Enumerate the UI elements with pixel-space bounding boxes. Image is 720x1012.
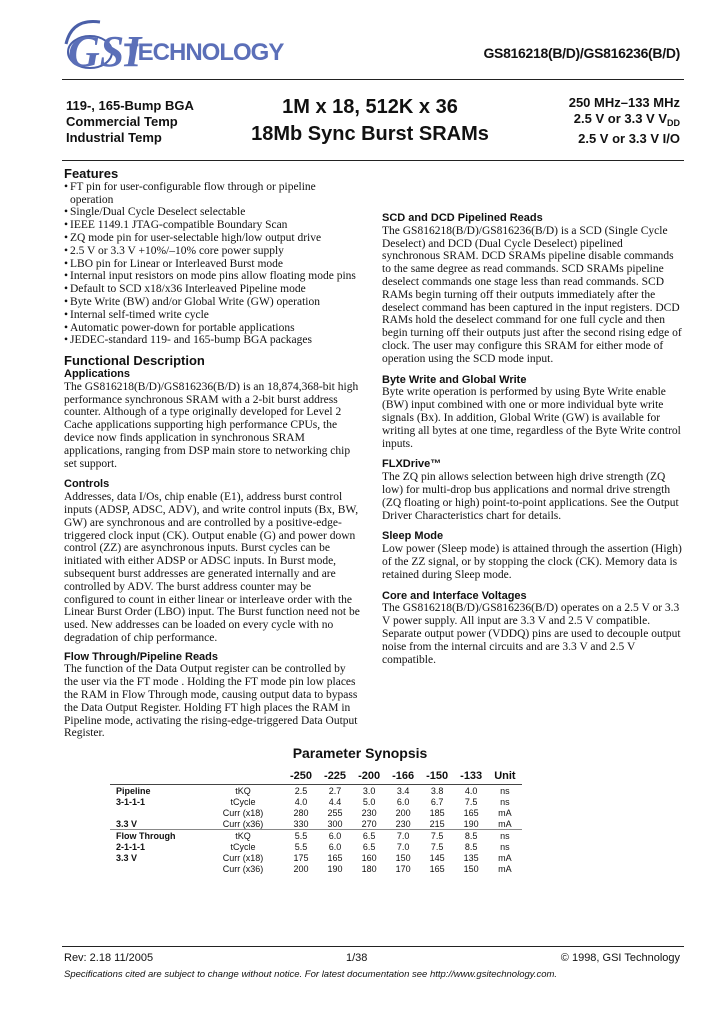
list-item: • Single/Dual Cycle Deselect selectable [64, 206, 362, 219]
applications-text: The GS816218(B/D)/GS816236(B/D) is an 18,874,368-bit high performance synchronous SRAM with a 2-bit burst address counter. Although of a type originally developed for Level 2 Cache applications supporting high performance CPUs, the device now finds application in synchronous SRAM applications, ranging from DSP main store to networking chip set support. [64, 380, 359, 470]
table-cell: ns [500, 785, 510, 796]
table-row [110, 807, 522, 818]
table-cell: 145 [429, 852, 445, 863]
list-item: • IEEE 1149.1 JTAG-compatible Boundary Scan [64, 219, 362, 232]
byte-write-text: Byte write operation is performed by using Byte Write enable (BW) input combined with one or more individual byte write signals (Bx). In addition, Global Write (GW) is available for writing all bytes at one time, regardless of the Byte Write control inputs. [382, 386, 681, 450]
svg-text:TECHNOLOGY: TECHNOLOGY [124, 39, 284, 66]
synopsis-table [110, 768, 522, 874]
footer-rule [62, 946, 684, 947]
gsi-logo [62, 14, 284, 76]
table-cell: 200 [395, 807, 411, 818]
row-group: Pipeline [116, 785, 151, 796]
table-cell: 7.5 [464, 796, 478, 807]
list-item: • 2.5 V or 3.3 V +10%/–10% core power supply [64, 245, 362, 258]
table-cell: ns [488, 830, 521, 842]
table-cell: 170 [395, 863, 411, 874]
functional-heading: Functional Description [64, 353, 205, 369]
package-info [66, 98, 194, 146]
byte-write-heading: Byte Write and Global Write [382, 373, 527, 386]
flxdrive-text: The ZQ pin allows selection between high drive strength (ZQ low) for multi-drop bus applications and normal drive strength (ZQ floating or high) point-to-point applications. See the Output Driver Characteristics chart for details. [382, 471, 679, 522]
table-row [110, 830, 522, 842]
frequency-range: 250 MHz–133 MHz [568, 95, 680, 110]
table-cell: 6.0 [396, 796, 410, 807]
table-cell: 230 [395, 818, 411, 829]
package-line: 119-, 165-Bump BGA [66, 98, 194, 113]
table-row [110, 796, 522, 807]
table-cell: 165 [327, 852, 343, 863]
list-item: • LBO pin for Linear or Interleaved Burst mode [64, 258, 362, 271]
flow-text: The function of the Data Output register can be controlled by the user via the FT mode . Holding the FT mode pin low places the RAM in Flow Through mode, causing output data to bypass the Data Output Register. Holding FT high places the RAM in Pipeline mode, activating the rising-edge-triggered Data Output Register. [64, 663, 358, 740]
table-cell: 5.5 [284, 830, 318, 842]
applications-heading: Applications [64, 367, 131, 380]
table-cell: 3.8 [430, 785, 444, 796]
list-item: • ZQ mode pin for user-selectable high/low output drive [64, 232, 362, 245]
table-cell: 4.0 [294, 796, 308, 807]
table-row [110, 818, 522, 830]
row-param: Curr (x36) [222, 818, 264, 829]
row-group: 2-1-1-1 [116, 841, 146, 852]
table-cell: 5.0 [362, 796, 376, 807]
disclaimer: Specifications cited are subject to change without notice. For latest documentation see http://www.gsitechnology.com. [64, 969, 558, 980]
page-number: 1/38 [346, 952, 368, 964]
column-header: Unit [488, 768, 521, 785]
list-item: • Default to SCD x18/x36 Interleaved Pipeline mode [64, 283, 362, 296]
flow-continued [382, 168, 682, 206]
spec-info [569, 95, 680, 147]
scd-heading: SCD and DCD Pipelined Reads [382, 212, 543, 224]
features-heading: Features [64, 166, 119, 181]
svg-text:GSI: GSI [68, 27, 142, 76]
list-item: • Internal input resistors on mode pins allow floating mode pins [64, 270, 362, 283]
core-heading: Core and Interface Voltages [382, 589, 527, 602]
table-cell: 5.5 [294, 841, 308, 852]
controls-heading: Controls [64, 478, 110, 491]
column-header: -225 [318, 768, 352, 785]
list-item: • JEDEC-standard 119- and 165-bump BGA packages [64, 334, 362, 347]
right-column [382, 168, 682, 666]
io-line: 2.5 V or 3.3 V I/O [578, 131, 680, 146]
flow-heading: Flow Through/Pipeline Reads [64, 650, 219, 663]
column-header: -200 [352, 768, 386, 785]
table-cell: 7.0 [396, 841, 410, 852]
table-cell: 300 [327, 818, 343, 829]
table-cell: 215 [429, 818, 445, 829]
list-item: • Automatic power-down for portable applications [64, 322, 362, 335]
part-number: GS816218(B/D)/GS816236(B/D) [483, 45, 680, 61]
table-cell: 135 [463, 852, 479, 863]
flxdrive-heading: FLXDrive™ [382, 458, 442, 471]
row-param: tKQ [202, 830, 284, 842]
table-cell: 6.0 [328, 841, 342, 852]
table-cell: 8.5 [454, 830, 488, 842]
list-item: • FT pin for user-configurable flow through or pipeline operation [64, 181, 362, 207]
table-cell: ns [500, 796, 510, 807]
table-cell: 6.5 [362, 841, 376, 852]
table-cell: 175 [293, 852, 309, 863]
table-cell: 270 [361, 818, 377, 829]
table-cell: 7.5 [430, 841, 444, 852]
vdd-sub: DD [667, 118, 680, 128]
table-cell: mA [498, 807, 512, 818]
table-cell: ns [500, 841, 510, 852]
table-cell: 165 [463, 807, 479, 818]
row-param: tKQ [235, 785, 251, 796]
table-cell: 160 [361, 852, 377, 863]
list-item: • Byte Write (BW) and/or Global Write (GW) operation [64, 296, 362, 309]
table-cell: 165 [429, 863, 445, 874]
table-cell: 255 [327, 807, 343, 818]
section-rule [62, 160, 684, 161]
table-cell: 3.4 [396, 785, 410, 796]
column-header: -150 [420, 768, 454, 785]
title-line-1: 1M x 18, 512K x 36 [282, 96, 458, 118]
table-row [110, 785, 522, 797]
row-group [110, 863, 202, 874]
table-cell: mA [498, 863, 512, 874]
column-header: -166 [386, 768, 420, 785]
table-cell: 190 [463, 818, 479, 829]
row-param: tCycle [230, 841, 256, 852]
table-header-row [110, 768, 522, 785]
header-rule [62, 79, 684, 80]
core-text: The GS816218(B/D)/GS816236(B/D) operates on a 2.5 V or 3.3 V power supply. All input are 3.3 V and 2.5 V compatible. Separate output power (VDDQ) pins are used to decouple output noise from the internal circuits and are 3.3 V and 2.5 V compatible. [382, 602, 681, 666]
table-row [110, 852, 522, 863]
sleep-heading: Sleep Mode [382, 530, 444, 543]
left-column [64, 166, 362, 740]
table-cell: 185 [429, 807, 445, 818]
row-group: 3.3 V [116, 818, 138, 829]
table-cell: 6.5 [352, 830, 386, 842]
row-param: Curr (x18) [222, 852, 264, 863]
table-cell: 4.4 [328, 796, 342, 807]
temp-line: Commercial Temp [66, 114, 178, 129]
table-cell: 6.7 [430, 796, 444, 807]
copyright: © 1998, GSI Technology [560, 952, 680, 964]
synopsis-title: Parameter Synopsis [292, 745, 428, 761]
row-group: 3.3 V [116, 852, 138, 863]
vdd-text: 2.5 V or 3.3 V V [573, 111, 667, 126]
row-group [110, 807, 202, 818]
table-cell: 8.5 [464, 841, 478, 852]
vdd-line [569, 111, 680, 131]
table-cell: 280 [293, 807, 309, 818]
table-cell: mA [498, 818, 512, 829]
table-cell: 2.7 [328, 785, 342, 796]
row-group: Flow Through [110, 830, 202, 842]
controls-text: Addresses, data I/Os, chip enable (E1), address burst control inputs (ADSP, ADSC, ADV), and write control inputs (Bx, BW, GW) are synchronous and are controlled by a positive-edge-triggered clock input (CK). Output enable (G) and power down control (ZZ) are asynchronous inputs. Burst cycles can be initiated with either ADSP or ADSC inputs. In Burst mode, subsequent burst addresses are generated internally and are controlled by ADV. The burst address counter may be configured to count in either linear or interleave order with the Linear Burst Order (LBO) input. The Burst function need not be used. New addresses can be loaded on every cycle with no degradation of chip performance. [64, 491, 360, 644]
table-cell: 330 [293, 818, 309, 829]
table-cell: 6.0 [318, 830, 352, 842]
title-line-2: 18Mb Sync Burst SRAMs [251, 123, 489, 145]
row-param: Curr (x18) [222, 807, 264, 818]
column-header: -250 [284, 768, 318, 785]
table-cell: 150 [463, 863, 479, 874]
temp-line: Industrial Temp [66, 130, 162, 145]
row-group: 3-1-1-1 [116, 796, 146, 807]
table-cell: 180 [361, 863, 377, 874]
revision: Rev: 2.18 11/2005 [64, 952, 154, 964]
sleep-text: Low power (Sleep mode) is attained through the assertion (High) of the ZZ signal, or by stopping the clock (CK). Memory data is retained during Sleep mode. [382, 543, 682, 581]
scd-text: The GS816218(B/D)/GS816236(B/D) is a SCD (Single Cycle Deselect) and DCD (Dual Cycle Deselect) pipelined synchronous SRAM. DCD SRAMs pipeline disable commands to the same degree as read commands. SCD SRAMs pipeline deselect commands one stage less than read commands. SCD RAMs begin turning off their outputs immediately after the deselect command has been captured in the input registers. DCD RAMs hold the deselect command for one full cycle and then begin turning off their outputs just after the second rising edge of clock. The user may configure this SRAM for either mode of operation using the SCD mode input. [382, 224, 682, 365]
table-cell: 4.0 [464, 785, 478, 796]
features-list [64, 181, 362, 347]
table-cell: mA [498, 852, 512, 863]
table-row [110, 841, 522, 852]
table-cell: 190 [327, 863, 343, 874]
table-cell: 7.5 [420, 830, 454, 842]
table-cell: 200 [293, 863, 309, 874]
column-header: -133 [454, 768, 488, 785]
table-cell: 3.0 [362, 785, 376, 796]
table-cell: 2.5 [294, 785, 308, 796]
table-cell: 7.0 [386, 830, 420, 842]
table-cell: 150 [395, 852, 411, 863]
table-cell: 230 [361, 807, 377, 818]
row-param: tCycle [230, 796, 256, 807]
list-item: • Internal self-timed write cycle [64, 309, 362, 322]
table-row [110, 863, 522, 874]
row-param: Curr (x36) [222, 863, 264, 874]
